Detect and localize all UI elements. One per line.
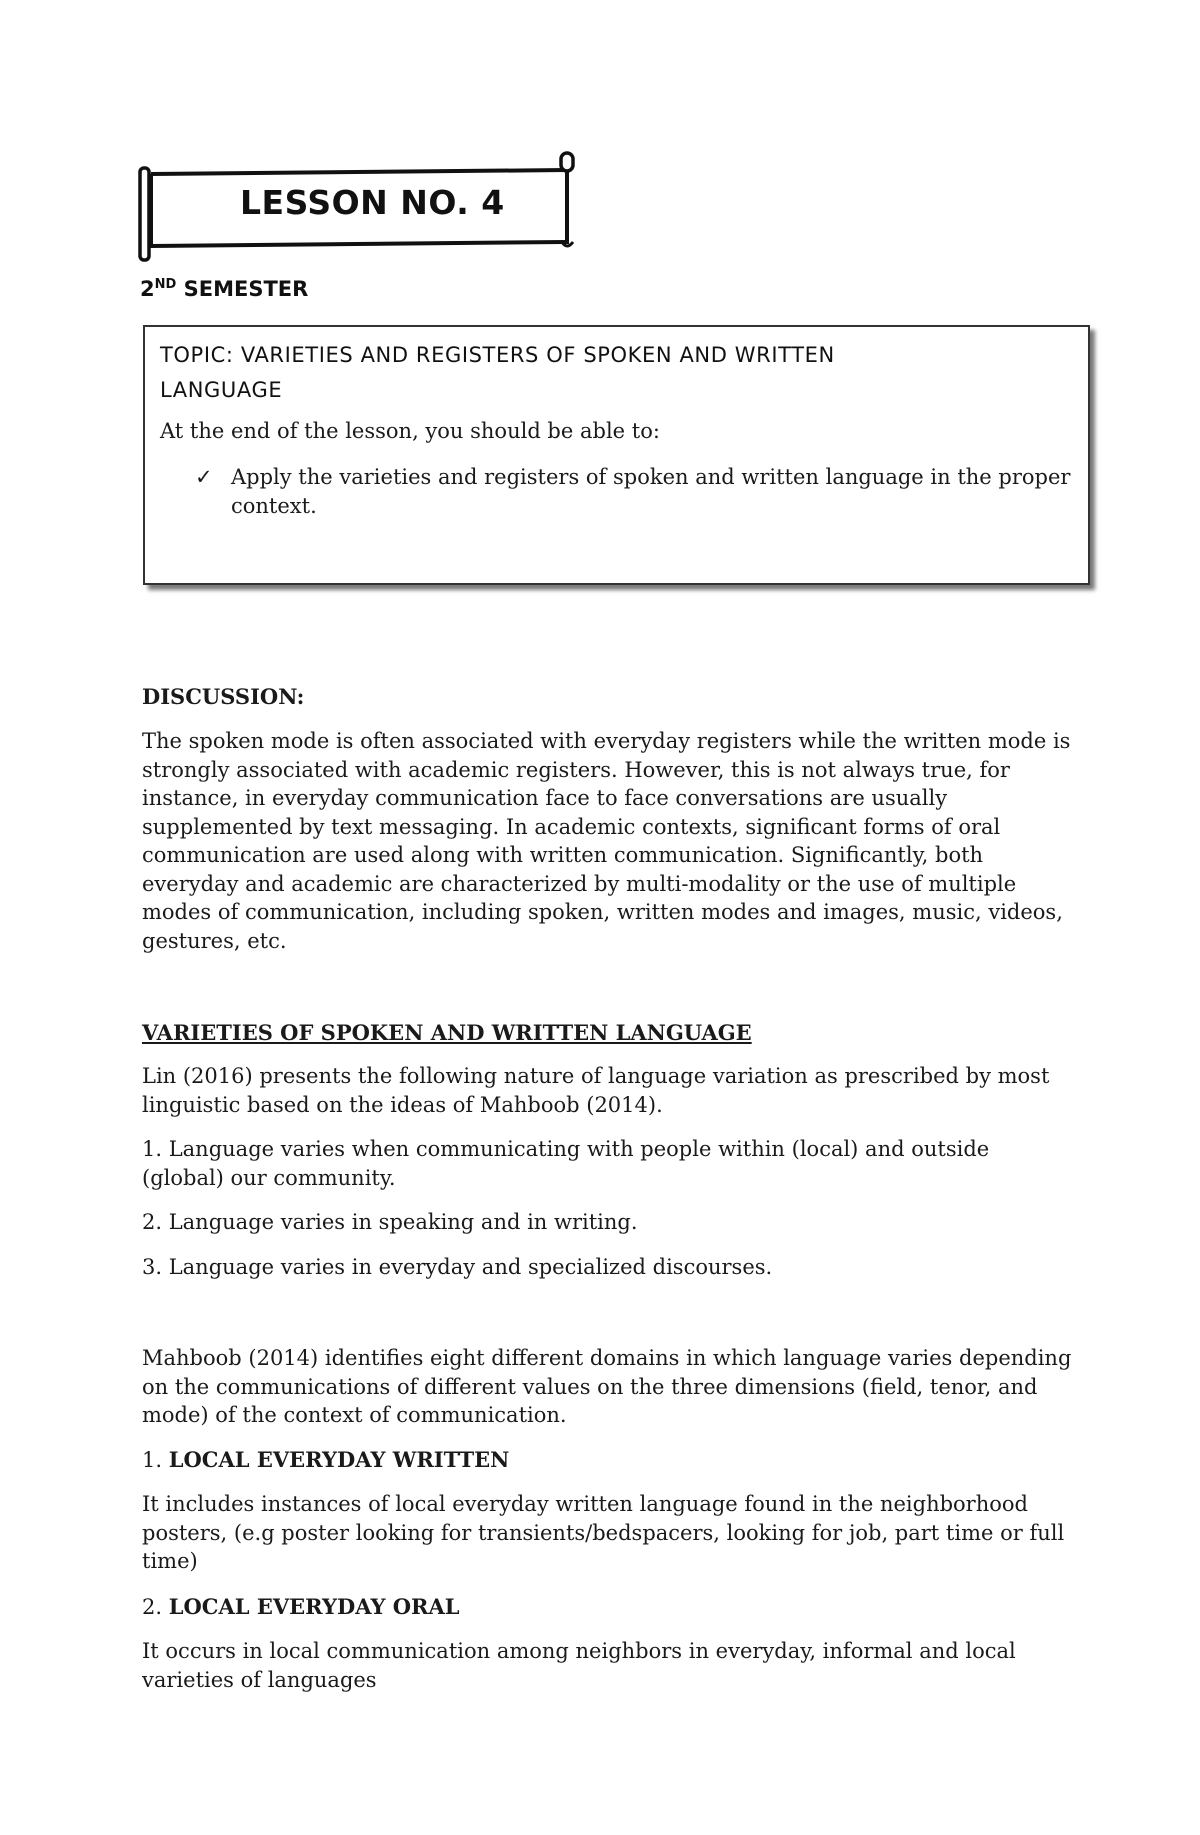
domain-title: LOCAL EVERYDAY WRITTEN bbox=[168, 1447, 510, 1472]
semester-label bbox=[140, 277, 308, 301]
mahboob-paragraph: Mahboob (2014) identifies eight different domains in which language varies depending on the communications of different values on the three dimensions (field, tenor, and mode) of the context of communication. bbox=[142, 1346, 1072, 1427]
domain-heading bbox=[142, 1593, 1077, 1622]
objective-text: Apply the varieties and registers of spoken and written language in the proper context. bbox=[231, 465, 1071, 518]
varieties-intro: Lin (2016) presents the following nature of language variation as prescribed by most linguistic based on the ideas of Mahboob (2014). bbox=[142, 1064, 1050, 1117]
domain-title: LOCAL EVERYDAY ORAL bbox=[168, 1594, 460, 1619]
discussion-heading: DISCUSSION: bbox=[142, 684, 305, 709]
domain-number: 1. bbox=[142, 1448, 163, 1472]
variation-item: 1. Language varies when communicating with people within (local) and outside (global) our community. bbox=[142, 1137, 990, 1190]
discussion-paragraph: The spoken mode is often associated with everyday registers while the written mode is strongly associated with academic registers. However, this is not always true, for instance, in everyday communication face to face conversations are usually supplemented by text messaging. In academic contexts, significant forms of oral communication are used along with written communication. Significantly, both everyday and academic are characterized by multi-modality or the use of multiple modes of communication, including spoken, written modes and images, music, videos, gestures, etc. bbox=[142, 729, 1071, 953]
varieties-heading: VARIETIES OF SPOKEN AND WRITTEN LANGUAGE bbox=[142, 1020, 752, 1045]
semester-word: SEMESTER bbox=[183, 277, 309, 301]
lesson-title: LESSON NO. 4 bbox=[240, 183, 505, 222]
variation-item: 2. Language varies in speaking and in writing. bbox=[142, 1210, 638, 1234]
topic-title: TOPIC: VARIETIES AND REGISTERS OF SPOKEN AND WRITTEN LANGUAGE bbox=[160, 343, 835, 402]
objective-intro: At the end of the lesson, you should be able to: bbox=[160, 419, 660, 443]
objective-item bbox=[195, 463, 1075, 521]
domain-description: It occurs in local communication among neighbors in everyday, informal and local varieties of languages bbox=[142, 1639, 1016, 1692]
semester-suffix: ND bbox=[154, 277, 177, 292]
domain-description: It includes instances of local everyday written language found in the neighborhood posters, (e.g poster looking for transients/bedspacers, looking for job, part time or full time) bbox=[142, 1492, 1065, 1573]
checkmark-icon: ✓ bbox=[195, 465, 213, 489]
variation-item: 3. Language varies in everyday and specialized discourses. bbox=[142, 1255, 773, 1279]
domain-number: 2. bbox=[142, 1595, 163, 1619]
domain-heading bbox=[142, 1446, 1077, 1475]
semester-ordinal: 2 bbox=[140, 277, 155, 301]
